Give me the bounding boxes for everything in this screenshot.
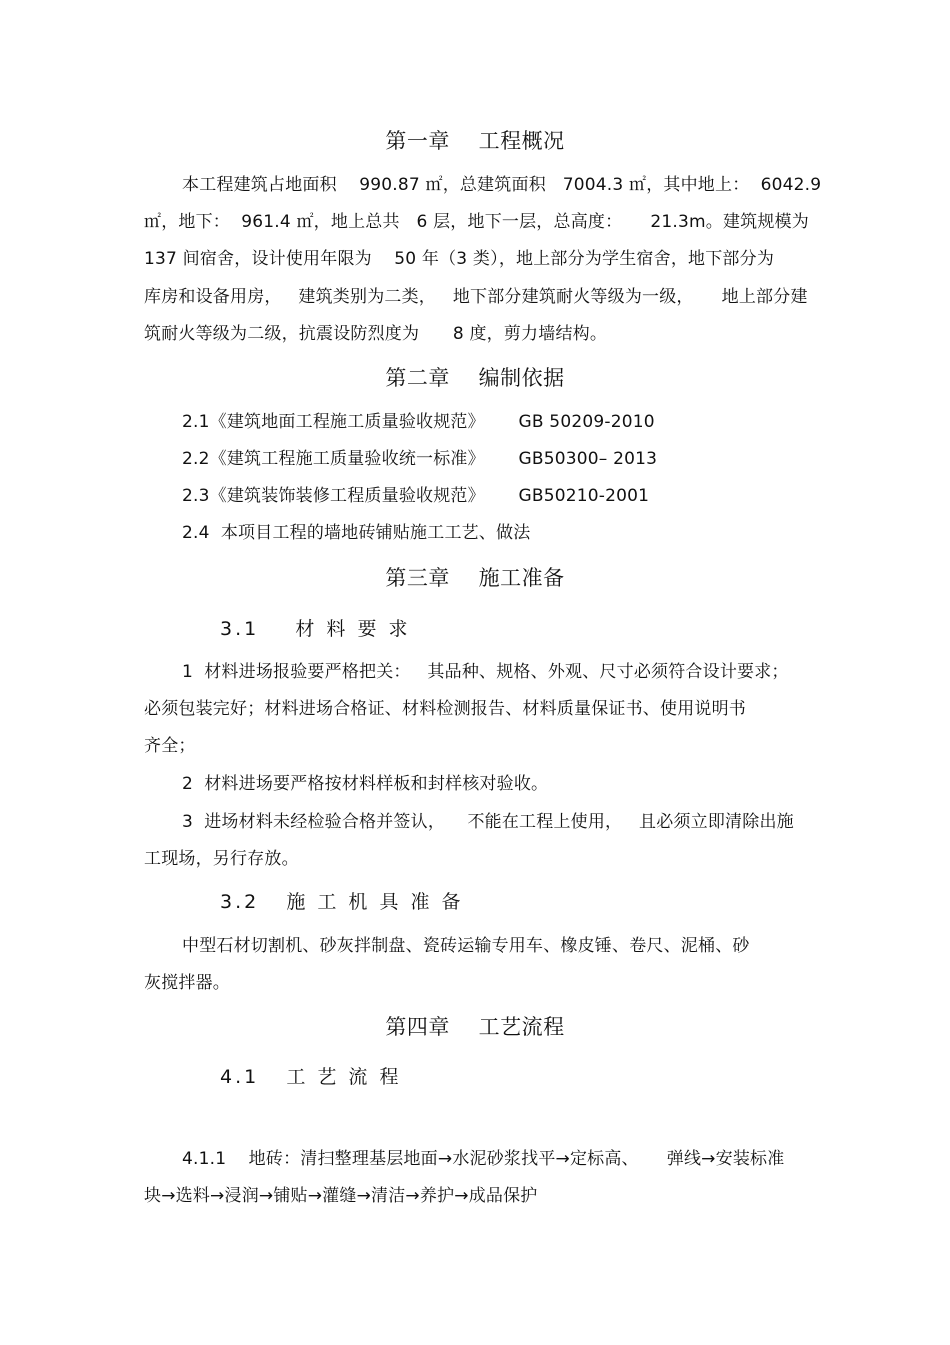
section-3-2-line-1: 中型石材切割机、砂灰拌制盘、瓷砖运输专用车、橡皮锤、卷尺、泥桶、砂 bbox=[182, 936, 750, 956]
chapter-1-title: 第一章 工程概况 bbox=[385, 129, 565, 153]
section-4-1-title: 4.1 工 艺 流 程 bbox=[220, 1066, 402, 1088]
chapter-1-line-3: 137 间宿舍，设计使用年限为 50 年（3 类），地上部分为学生宿舍，地下部分为 bbox=[144, 249, 775, 269]
chapter-3-title: 第三章 施工准备 bbox=[385, 566, 565, 590]
chapter-1-line-1: 本工程建筑占地面积 990.87 ㎡，总建筑面积 7004.3 ㎡，其中地上： 6042.9 bbox=[182, 175, 822, 195]
section-4-1-line-2: 块→选料→浸润→铺贴→灌缝→清洁→养护→成品保护 bbox=[144, 1186, 538, 1206]
chapter-1-line-5: 筑耐火等级为二级，抗震设防烈度为 8 度，剪力墙结构。 bbox=[144, 324, 608, 344]
chapter-2-item-2: 2.2《建筑工程施工质量验收统一标准》 GB50300– 2013 bbox=[182, 449, 658, 469]
section-3-1-line-1: 1 材料进场报验要严格把关： 其品种、规格、外观、尺寸必须符合设计要求； bbox=[182, 662, 789, 682]
chapter-2-item-1: 2.1《建筑地面工程施工质量验收规范》 GB 50209-2010 bbox=[182, 412, 655, 432]
section-3-1-line-4: 2 材料进场要严格按材料样板和封样核对验收。 bbox=[182, 774, 549, 794]
section-3-1-line-3: 齐全； bbox=[144, 736, 196, 756]
section-4-1-line-1: 4.1.1 地砖：清扫整理基层地面→水泥砂浆找平→定标高、 弹线→安装标准 bbox=[182, 1149, 785, 1169]
chapter-4-title: 第四章 工艺流程 bbox=[385, 1015, 565, 1039]
chapter-2-item-4: 2.4 本项目工程的墙地砖铺贴施工工艺、做法 bbox=[182, 523, 531, 543]
section-3-2-title: 3.2 施 工 机 具 准 备 bbox=[220, 891, 464, 913]
chapter-1-line-4: 库房和设备用房， 建筑类别为二类， 地下部分建筑耐火等级为一级， 地上部分建 bbox=[144, 287, 808, 307]
section-3-1-line-5: 3 进场材料未经检验合格并签认， 不能在工程上使用， 且必须立即清除出施 bbox=[182, 812, 794, 832]
section-3-1-line-6: 工现场，另行存放。 bbox=[144, 849, 299, 869]
chapter-2-item-3: 2.3《建筑装饰装修工程质量验收规范》 GB50210-2001 bbox=[182, 486, 650, 506]
chapter-1-line-2: ㎡，地下： 961.4 ㎡，地上总共 6 层，地下一层，总高度： 21.3m。建筑规模为 bbox=[144, 212, 809, 232]
section-3-1-line-2: 必须包装完好；材料进场合格证、材料检测报告、材料质量保证书、使用说明书 bbox=[144, 699, 746, 719]
section-3-1-title: 3.1 材 料 要 求 bbox=[220, 618, 411, 640]
chapter-2-title: 第二章 编制依据 bbox=[385, 366, 565, 390]
section-3-2-line-2: 灰搅拌器。 bbox=[144, 973, 230, 993]
